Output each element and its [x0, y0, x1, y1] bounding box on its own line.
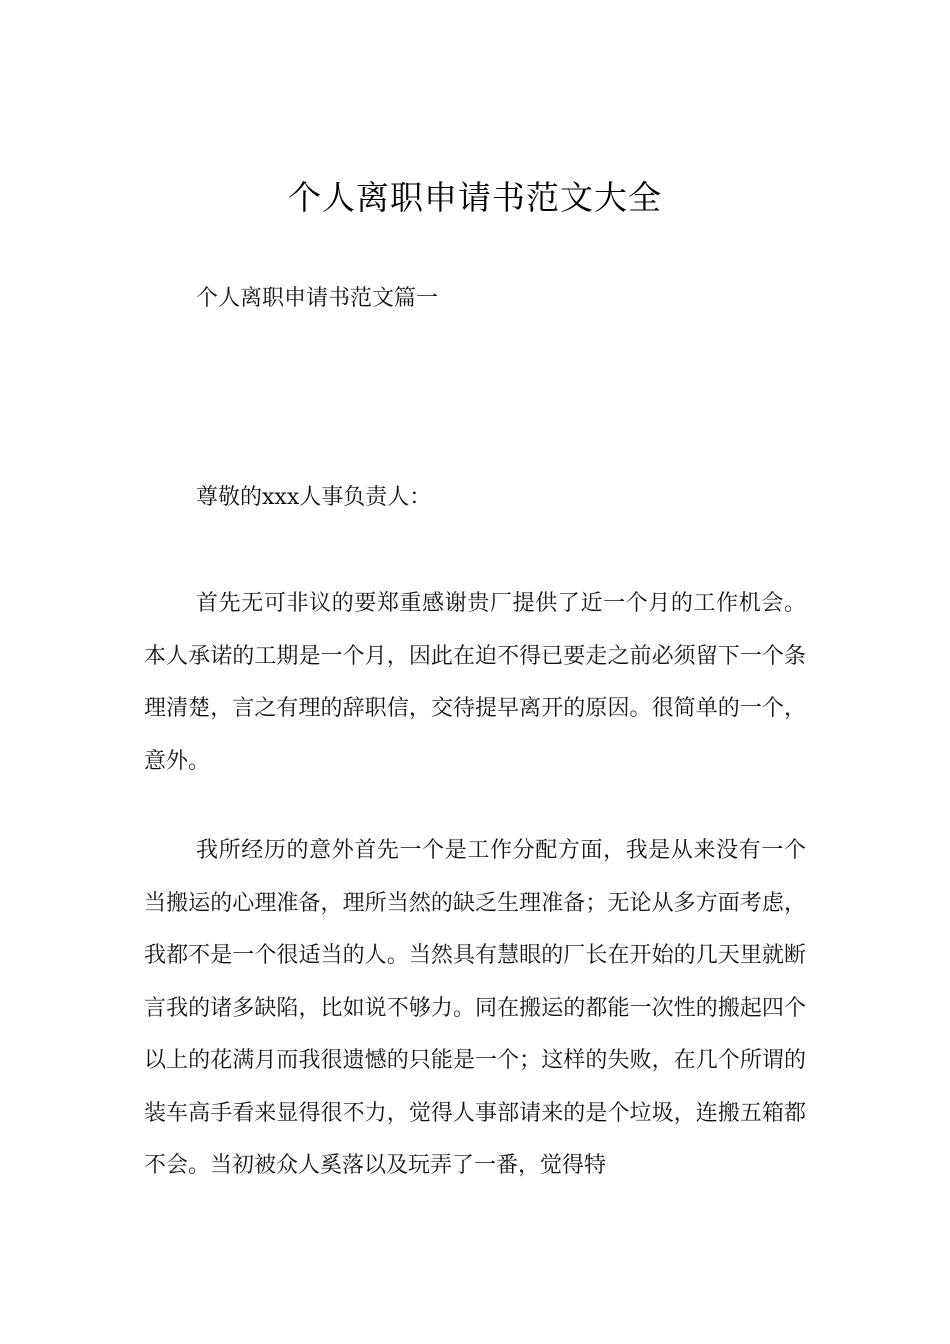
section-heading: 个人离职申请书范文篇一	[196, 286, 439, 311]
body-paragraph-1: 首先无可非议的要郑重感谢贵厂提供了近一个月的工作机会。本人承诺的工期是一个月，因此在迫不得已要走之前必须留下一个条理清楚，言之有理的辞职信，交待提早离开的原因。很简单的一个，意外。	[144, 591, 806, 774]
body-paragraph-2: 我所经历的意外首先一个是工作分配方面，我是从来没有一个当搬运的心理准备，理所当然的缺乏生理准备；无论从多方面考虑，我都不是一个很适当的人。当然具有慧眼的厂长在开始的几天里就断言我的诸多缺陷，比如说不够力。同在搬运的都能一次性的搬起四个以上的花满月而我很遗憾的只能是一个；这样的失败，在几个所谓的装车高手看来显得很不力，觉得人事部请来的是个垃圾，连搬五箱都不会。当初被众人奚落以及玩弄了一番，觉得特	[144, 838, 806, 1178]
document-title: 个人离职申请书范文大全	[288, 178, 662, 217]
letter-salutation: 尊敬的xxx人事负责人：	[196, 485, 432, 510]
